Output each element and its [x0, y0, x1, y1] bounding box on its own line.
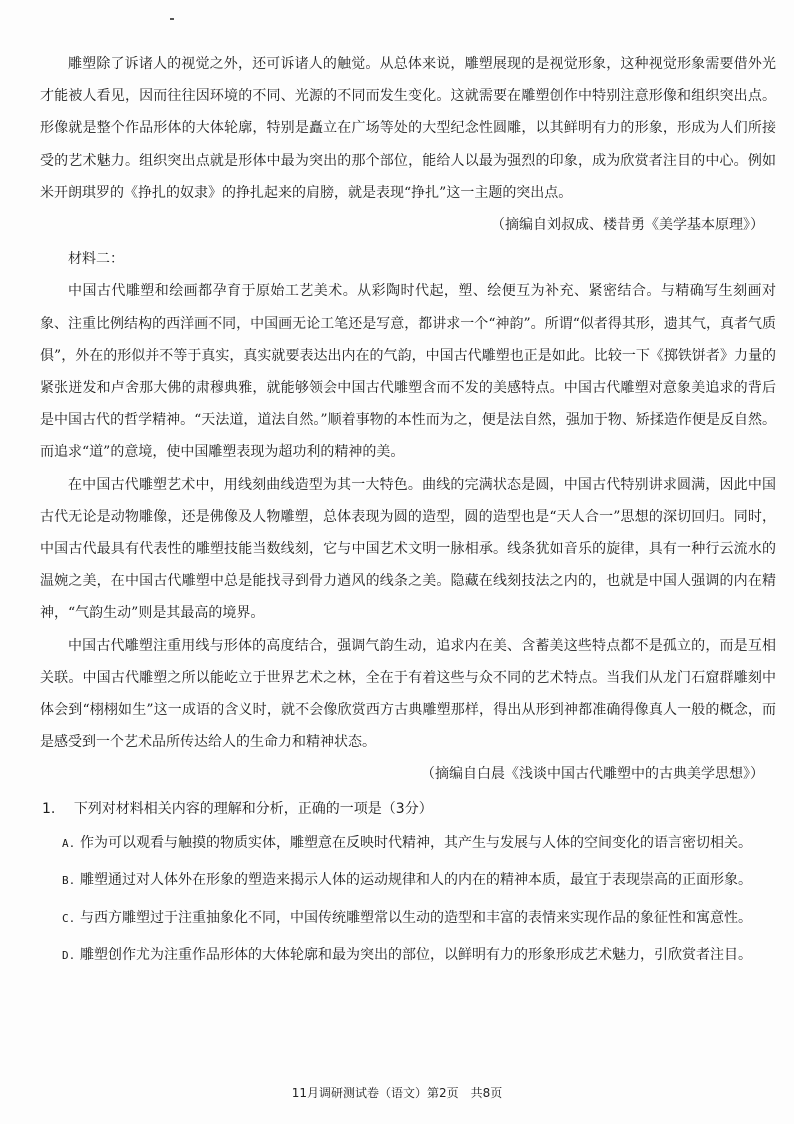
scan-speck — [170, 18, 174, 20]
page-footer: 11月调研测试卷（语文）第2页 共8页 — [291, 1086, 503, 1100]
option-d-text: 雕塑创作尤为注重作品形体的大体轮廓和最为突出的部位，以鲜明有力的形象形成艺术魅力，引欣赏者注目。 — [80, 947, 752, 964]
material-two-paragraph-1: 中国古代雕塑和绘画都孕育于原始工艺美术。从彩陶时代起，塑、绘便互为补充、紧密结合。与精确写生刻画对象、注重比例结构的西洋画不同，中国画无论工笔还是写意，都讲求一个“神韵”。所谓“似者得其形，遗其气，真者气质俱”，外在的形似并不等于真实，真实就要表达出内在的气韵，中国古代雕塑也正是如此。比较一下《掷铁饼者》力量的紧张迸发和卢舍那大佛的肃穆典雅，就能够领会中国古代雕塑含而不发的美感特点。中国古代雕塑对意象美追求的背后是中国古代的哲学精神。“天法道，道法自然。”顺着事物的本性而为之，便是法自然，强加于物、矫揉造作便是反自然。而追求“道”的意境，使中国雕塑表现为超功利的精神的美。 — [40, 283, 776, 461]
option-b — [40, 862, 776, 900]
material-two-paragraph-3: 中国古代雕塑注重用线与形体的高度结合，强调气韵生动，追求内在美、含蓄美这些特点都不是孤立的，而是互相关联。中国古代雕塑之所以能屹立于世界艺术之林，全在于有着这些与众不同的艺术特点。当我们从龙门石窟群雕刻中体会到“栩栩如生”这一成语的含义时，就不会像欣赏西方古典雕塑那样，得出从形到神都准确得像真人一般的概念，而是感受到一个艺术品所传达给人的生命力和精神状态。 — [40, 637, 776, 751]
option-d-letter: D. — [62, 949, 76, 963]
option-a-letter: A. — [62, 836, 76, 850]
page-content — [40, 48, 776, 975]
option-a — [40, 825, 776, 863]
option-d — [40, 937, 776, 975]
question-text: 下列对材料相关内容的理解和分析，正确的一项是（3分） — [73, 800, 433, 817]
material-two-label: 材料二： — [68, 251, 124, 268]
option-c — [40, 900, 776, 938]
material-one-paragraph: 雕塑除了诉诸人的视觉之外，还可诉诸人的触觉。从总体来说，雕塑展现的是视觉形象，这种视觉形象需要借外光才能被人看见，因而往往因环境的不同、光源的不同而发生变化。这就需要在雕塑创作中特别注意形像和组织突出点。形像就是整个作品形体的大体轮廓，特别是矗立在广场等处的大型纪念性圆雕，以其鲜明有力的形象，形成为人们所接受的艺术魅力。组织突出点就是形体中最为突出的那个部位，能给人以最为强烈的印象，成为欣赏者注目的中心。例如米开朗琪罗的《挣扎的奴隶》的挣扎起来的肩膀，就是表现“挣扎”这一主题的突出点。 — [40, 56, 776, 201]
material-one-source: （摘编自刘叔成、楼昔勇《美学基本原理》） — [491, 217, 764, 234]
question-number: 1. — [42, 800, 56, 817]
option-b-letter: B. — [62, 874, 76, 888]
question-1-stem — [40, 793, 776, 825]
material-two-paragraph-2: 在中国古代雕塑艺术中，用线刻曲线造型为其一大特色。曲线的完满状态是圆，中国古代特别讲求圆满，因此中国古代无论是动物雕像，还是佛像及人物雕塑，总体表现为圆的造型，圆的造型也是“天人合一”思想的深切回归。同时，中国古代最具有代表性的雕塑技能当数线刻，它与中国艺术文明一脉相承。线条犹如音乐的旋律，具有一种行云流水的温婉之美，在中国古代雕塑中总是能找寻到骨力遒风的线条之美。隐藏在线刻技法之内的，也就是中国人强调的内在精神，“气韵生动”则是其最高的境界。 — [40, 476, 776, 622]
option-c-text: 与西方雕塑过于注重抽象化不同，中国传统雕塑常以生动的造型和丰富的表情来实现作品的象征性和寓意性。 — [80, 909, 752, 926]
material-two-source: （摘编自白晨《浅谈中国古代雕塑中的古典美学思想》） — [421, 766, 764, 783]
option-c-letter: C. — [62, 911, 76, 925]
option-a-text: 作为可以观看与触摸的物质实体，雕塑意在反映时代精神，其产生与发展与人体的空间变化的语言密切相关。 — [80, 834, 752, 851]
option-b-text: 雕塑通过对人体外在形象的塑造来揭示人体的运动规律和人的内在的精神本质，最宜于表现崇高的正面形象。 — [80, 872, 752, 889]
